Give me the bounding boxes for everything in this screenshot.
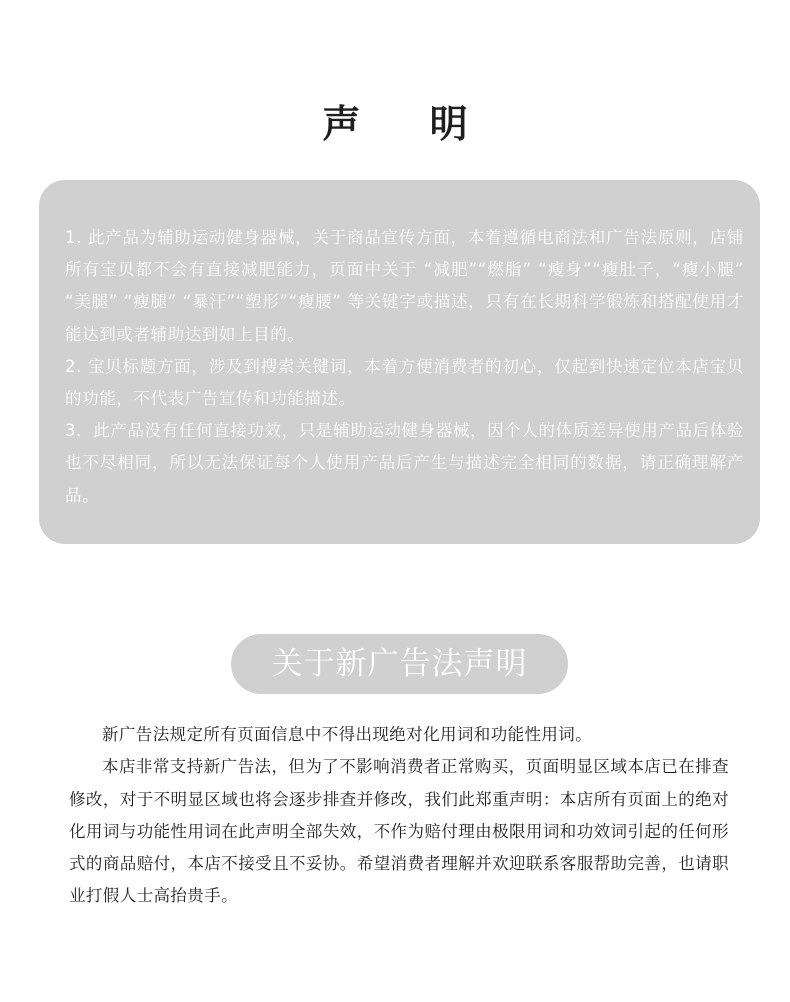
disclaimer-card	[39, 180, 760, 544]
page-title: 声 明	[322, 102, 496, 146]
ad-law-paragraph-1: 新广告法规定所有页面信息中不得出现绝对化用词和功能性用词。	[102, 725, 593, 744]
ad-law-paragraph-2: 本店非常支持新广告法，但为了不影响消费者正常购买，页面明显区域本店已在排查修改，对于不明显区域也将会逐步排查并修改，我们此郑重声明：本店所有页面上的绝对化用词与功能性用词在此声明全部失效，不作为赔付理由极限用词和功效词引起的任何形式的商品赔付，本店不接受且不妥协。希望消费者理解并欢迎联系客服帮助完善，也请职业打假人士高抬贵手。	[69, 757, 729, 906]
disclaimer-paragraph-1: 1. 此产品为辅助运动健身器械，关于商品宣传方面，本着遵循电商法和广告法原则，店铺所有宝贝都不会有直接减肥能力，页面中关于 “减肥”“燃脂” “瘦身”“瘦肚子，“瘦小腿” “美腿” “瘦腿” “暴汗”“塑形”“瘦腰” 等关键字或描述，只有在长期科学锻炼和搭配使用才能达到或者辅助达到如上目的。	[65, 228, 744, 344]
ad-law-heading-badge: 关于新广告法声明	[231, 634, 568, 694]
disclaimer-paragraph-2: 2. 宝贝标题方面，涉及到搜索关键词，本着方便消费者的初心，仅起到快速定位本店宝贝的功能，不代表广告宣传和功能描述。	[65, 356, 744, 409]
ad-law-statement	[69, 719, 729, 913]
disclaimer-paragraph-3: 3．此产品没有任何直接功效，只是辅助运动健身器械，因个人的体质差异使用产品后体验也不尽相同，所以无法保证每个人使用产品后产生与描述完全相同的数据，请正确理解产品。	[65, 421, 744, 505]
